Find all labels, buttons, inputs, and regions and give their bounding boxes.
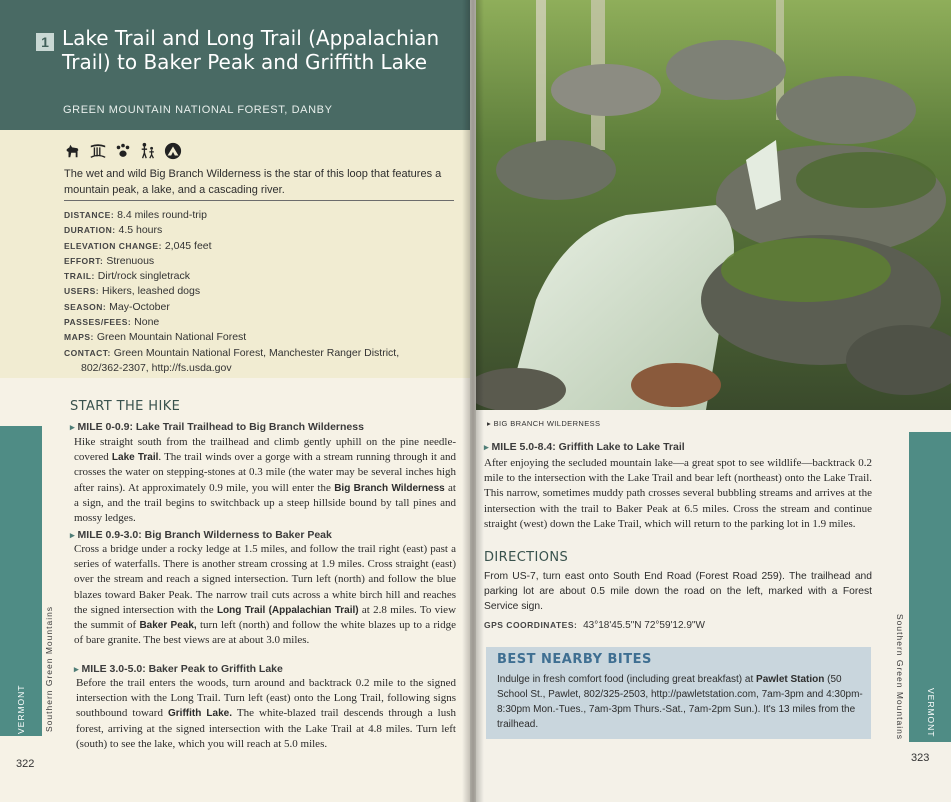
directions-text: From US-7, turn east onto South End Road (Forest Road 259). The trailhead and parking lot are about 0.5 mile down the road on the left, marked with a Forest Service sign. xyxy=(484,571,872,613)
waterfall-icon xyxy=(89,142,107,160)
gps-coordinates: GPS COORDINATES: 43°18'45.5"N 72°59'12.9"W xyxy=(484,620,705,631)
summary-divider xyxy=(64,200,454,201)
left-side-tab-region: Southern Green Mountains xyxy=(44,605,54,732)
stat-trail: TRAIL: Dirt/rock singletrack xyxy=(64,270,190,283)
stat-duration: DURATION: 4.5 hours xyxy=(64,224,163,237)
stat-effort: EFFORT: Strenuous xyxy=(64,254,155,267)
hike-number-badge: 1 xyxy=(36,33,54,51)
hike-location: GREEN MOUNTAIN NATIONAL FOREST, DANBY xyxy=(63,104,333,116)
directions-heading: DIRECTIONS xyxy=(484,550,569,565)
right-side-tab-region: Southern Green Mountains xyxy=(895,614,905,741)
right-side-tab-state: VERMONT xyxy=(926,688,936,738)
paw-prints-icon xyxy=(114,142,132,160)
left-side-tab-state: VERMONT xyxy=(16,684,26,734)
stat-passes: PASSES/FEES: None xyxy=(64,316,160,329)
triangle-icon: ▸ xyxy=(70,530,75,540)
triangle-icon: ▸ xyxy=(484,442,489,452)
stat-maps: MAPS: Green Mountain National Forest xyxy=(64,331,247,344)
stat-distance: DISTANCE: 8.4 miles round-trip xyxy=(64,209,207,221)
dog-icon xyxy=(64,142,82,160)
photo-caption: ▸ BIG BRANCH WILDERNESS xyxy=(487,419,601,428)
triangle-icon: ▸ xyxy=(70,422,75,432)
stat-elevation: ELEVATION CHANGE: 2,045 feet xyxy=(64,239,212,252)
best-nearby-bites-heading: BEST NEARBY BITES xyxy=(497,652,652,667)
stat-contact: CONTACT: Green Mountain National Forest, Manchester Ranger District, xyxy=(64,346,400,359)
stat-season: SEASON: May-October xyxy=(64,300,170,313)
hike-stats xyxy=(64,208,454,376)
best-nearby-bites-text: Indulge in fresh comfort food (including great breakfast) at Pawlet Station (50 School St., Pawlet, 802/325-2503, http://pawletstation.com, 7am-3pm and 4:30pm-8:30pm Mon.-Tues., 7am-3pm Thurs.-Sat., 7am-2pm Sun.). It's 13 miles from the trailhead. xyxy=(497,674,863,730)
hike-summary: The wet and wild Big Branch Wilderness is the star of this loop that features a mountain peak, a lake, and a cascading river. xyxy=(64,168,442,196)
section-heading-4: ▸ MILE 5.0-8.4: Griffith Lake to Lake Trail xyxy=(484,441,685,453)
stat-contact-cont: 802/362-2307, http://fs.usda.gov xyxy=(81,361,232,374)
section-heading-2: ▸ MILE 0.9-3.0: Big Branch Wilderness to Baker Peak xyxy=(70,529,332,541)
section-heading-1: ▸ MILE 0-0.9: Lake Trail Trailhead to Big Branch Wilderness xyxy=(70,421,364,433)
triangle-icon: ▸ xyxy=(74,664,79,674)
section-text-3: Before the trail enters the woods, turn around and backtrack 0.2 mile to the signed intersection with the Long Trail. Turn left (east) onto the Long Trail, following signs southbound toward Griffith Lake. The white-blazed trail descends through a lush forest, arriving at the signed intersection with the Lake Trail at 4.8 miles. Turn left (south) to see the lake, which you will reach at 5.0 miles. xyxy=(76,677,456,750)
triangle-icon: ▸ xyxy=(487,419,494,428)
campground-icon xyxy=(164,142,182,160)
waterfall-photo xyxy=(476,0,951,410)
section-text-4: After enjoying the secluded mountain lake—a great spot to see wildlife—backtrack 0.2 mile to the intersection with the Lake Trail and bear left (northeast) onto the Lake Trail. This narrow, sometimes muddy path crosses several bubbling streams and arrives at the intersection with the trail to Baker Peak at 6.5 miles. Cross the stream and continue straight (west) down the Lake Trail, which will return to the parking lot in 1.9 miles. xyxy=(484,457,872,530)
hike-feature-icons xyxy=(64,142,182,160)
stat-users: USERS: Hikers, leashed dogs xyxy=(64,285,201,298)
family-hikers-icon xyxy=(139,142,157,160)
section-heading-3: ▸ MILE 3.0-5.0: Baker Peak to Griffith Lake xyxy=(74,663,283,675)
section-text-1: Hike straight south from the trailhead and climb gently uphill on the pine needle-covered Lake Trail. The trail winds over a gorge with a stream running through it and crosses the water on stepping-stones at 0.3 mile (the water may be several inches high after rains). At approximately 0.9 mile, you will enter the Big Branch Wilderness at a sign, and the trail begins to switchback up a steep hillside bound by tall pines and mossy ledges. xyxy=(74,436,456,525)
right-page-number: 323 xyxy=(911,752,930,764)
left-page-number: 322 xyxy=(16,758,35,770)
start-hike-heading: START THE HIKE xyxy=(70,399,181,414)
hike-title: Lake Trail and Long Trail (Appalachian Trail) to Baker Peak and Griffith Lake xyxy=(62,26,440,74)
section-text-2: Cross a bridge under a rocky ledge at 1.5 miles, and follow the trail right (east) past a series of waterfalls. There is another stream crossing at 1.9 miles. Cross straight (east) over the stream and reach a signed intersection. Turn left (north) and follow the blue blazes toward Baker Peak. The narrow trail cuts across a white birch hill and reaches the signed intersection with the Long Trail (Appalachian Trail) at 2.8 miles. To view the summit of Baker Peak, turn left (north) and follow the white blazes up to a ridge of bare granite. The best views are at about 3.0 miles. xyxy=(74,543,457,647)
book-gutter xyxy=(462,0,484,802)
